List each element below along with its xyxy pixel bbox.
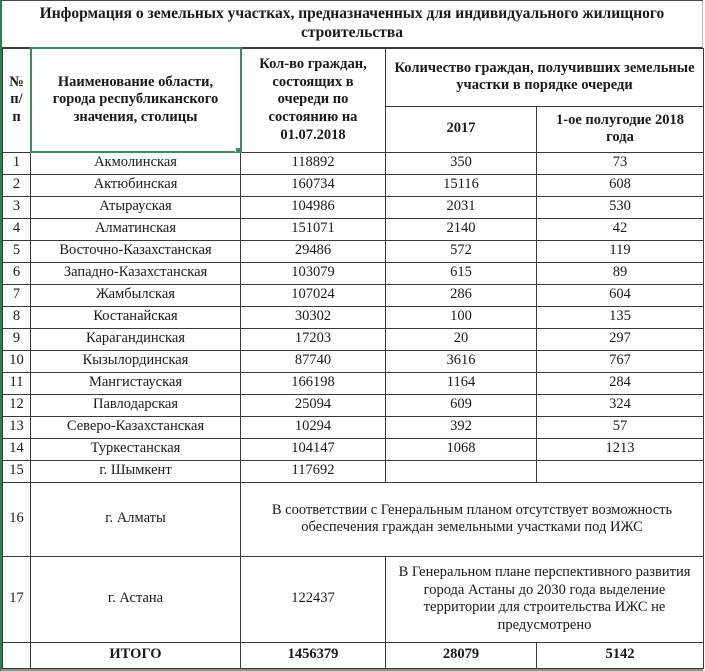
table-row: [3, 218, 704, 240]
table-row: [3, 174, 704, 196]
queue-count[interactable]: 29486: [241, 240, 386, 262]
region-name[interactable]: Атырауская: [31, 196, 241, 218]
received-2018h1[interactable]: 119: [537, 240, 704, 262]
region-name[interactable]: Алматинская: [31, 218, 241, 240]
received-2018h1[interactable]: 608: [537, 174, 704, 196]
queue-count[interactable]: 104147: [241, 438, 386, 460]
col-header-queue[interactable]: Кол-во граждан, состоящих в очереди по состоянию на 01.07.2018: [241, 48, 386, 152]
table-row-almaty: [3, 482, 704, 556]
queue-count[interactable]: 107024: [241, 284, 386, 306]
astana-note[interactable]: В Генеральном плане перспективного развития города Астаны до 2030 года выделение территории для строительства ИЖС не предусмотрено: [386, 556, 704, 642]
total-2018h1[interactable]: 5142: [537, 642, 704, 668]
row-number[interactable]: 13: [3, 416, 31, 438]
row-number[interactable]: 4: [3, 218, 31, 240]
received-2017[interactable]: 1068: [386, 438, 537, 460]
received-2018h1[interactable]: 135: [537, 306, 704, 328]
received-2018h1[interactable]: 1213: [537, 438, 704, 460]
table-row: [3, 262, 704, 284]
row-number[interactable]: 16: [3, 482, 31, 556]
total-label[interactable]: ИТОГО: [31, 642, 241, 668]
region-name[interactable]: Костанайская: [31, 306, 241, 328]
received-2018h1[interactable]: 89: [537, 262, 704, 284]
queue-count[interactable]: 160734: [241, 174, 386, 196]
received-2017[interactable]: 609: [386, 394, 537, 416]
received-2017[interactable]: 615: [386, 262, 537, 284]
row-number[interactable]: 7: [3, 284, 31, 306]
received-2017[interactable]: 2140: [386, 218, 537, 240]
table-row: [3, 284, 704, 306]
queue-count[interactable]: 151071: [241, 218, 386, 240]
queue-count[interactable]: 118892: [241, 152, 386, 174]
col-header-received-group[interactable]: Количество граждан, получивших земельные участки в порядке очереди: [386, 48, 704, 106]
col-header-num[interactable]: № п/п: [3, 48, 31, 152]
row-number[interactable]: 14: [3, 438, 31, 460]
row-number[interactable]: 11: [3, 372, 31, 394]
received-2018h1[interactable]: 604: [537, 284, 704, 306]
region-name[interactable]: Северо-Казахстанская: [31, 416, 241, 438]
received-2017[interactable]: 20: [386, 328, 537, 350]
row-number[interactable]: 17: [3, 556, 31, 642]
table-row: [3, 306, 704, 328]
total-2017[interactable]: 28079: [386, 642, 537, 668]
received-2017[interactable]: 392: [386, 416, 537, 438]
queue-count[interactable]: 10294: [241, 416, 386, 438]
queue-count[interactable]: 166198: [241, 372, 386, 394]
col-header-region selected-cell[interactable]: [31, 48, 241, 152]
selection-fill-handle-icon[interactable]: [235, 147, 241, 153]
row-number[interactable]: 3: [3, 196, 31, 218]
region-name[interactable]: Кызылординская: [31, 350, 241, 372]
row-number[interactable]: 2: [3, 174, 31, 196]
received-2017[interactable]: 1164: [386, 372, 537, 394]
table-row: [3, 372, 704, 394]
almaty-note[interactable]: В соответствии с Генеральным планом отсутствует возможность обеспечения граждан земельными участками под ИЖС: [241, 482, 704, 556]
region-name[interactable]: г. Шымкент: [31, 460, 241, 482]
received-2018h1[interactable]: 42: [537, 218, 704, 240]
received-2018h1[interactable]: 297: [537, 328, 704, 350]
region-name[interactable]: Восточно-Казахстанская: [31, 240, 241, 262]
row-number[interactable]: 8: [3, 306, 31, 328]
row-number[interactable]: 5: [3, 240, 31, 262]
table-row: [3, 438, 704, 460]
region-name[interactable]: Карагандинская: [31, 328, 241, 350]
queue-count[interactable]: 25094: [241, 394, 386, 416]
received-2018h1[interactable]: 284: [537, 372, 704, 394]
received-2017[interactable]: 286: [386, 284, 537, 306]
region-name[interactable]: Мангистауская: [31, 372, 241, 394]
col-header-2017[interactable]: 2017: [386, 106, 537, 152]
queue-count[interactable]: 87740: [241, 350, 386, 372]
region-name[interactable]: г. Астана: [31, 556, 241, 642]
received-2017[interactable]: 572: [386, 240, 537, 262]
row-number[interactable]: 9: [3, 328, 31, 350]
row-number[interactable]: 6: [3, 262, 31, 284]
row-number[interactable]: 1: [3, 152, 31, 174]
queue-count[interactable]: 30302: [241, 306, 386, 328]
table-row: [3, 328, 704, 350]
received-2017[interactable]: 3616: [386, 350, 537, 372]
received-2017[interactable]: 2031: [386, 196, 537, 218]
received-2018h1[interactable]: 324: [537, 394, 704, 416]
total-row: [3, 642, 704, 668]
table-row: [3, 460, 704, 482]
table-row-astana: [3, 556, 704, 642]
received-2017[interactable]: 350: [386, 152, 537, 174]
page-title: Информация о земельных участках, предназначенных для индивидуального жилищного строительства: [2, 1, 703, 48]
received-2017[interactable]: 100: [386, 306, 537, 328]
received-2018h1[interactable]: 57: [537, 416, 704, 438]
table-row: [3, 152, 704, 174]
row-number[interactable]: 10: [3, 350, 31, 372]
received-2017[interactable]: 15116: [386, 174, 537, 196]
table-row: [3, 394, 704, 416]
received-2018h1[interactable]: 73: [537, 152, 704, 174]
queue-count[interactable]: 17203: [241, 328, 386, 350]
region-name[interactable]: Актюбинская: [31, 174, 241, 196]
table-row: [3, 240, 704, 262]
total-queue[interactable]: 1456379: [241, 642, 386, 668]
region-name[interactable]: Акмолинская: [31, 152, 241, 174]
col-header-region-label: Наименование области, города республиканского значения, столицы: [52, 73, 219, 126]
region-name[interactable]: г. Алматы: [31, 482, 241, 556]
received-2017[interactable]: [386, 460, 537, 482]
total-empty-cell[interactable]: [3, 642, 31, 668]
row-number[interactable]: 12: [3, 394, 31, 416]
queue-count[interactable]: 103079: [241, 262, 386, 284]
region-name[interactable]: Туркестанская: [31, 438, 241, 460]
col-header-2018h1[interactable]: 1-ое полугодие 2018 года: [537, 106, 704, 152]
table-row: [3, 416, 704, 438]
queue-count[interactable]: 104986: [241, 196, 386, 218]
table-row: [3, 196, 704, 218]
header-row-1: [3, 48, 704, 106]
row-number[interactable]: 15: [3, 460, 31, 482]
region-name[interactable]: Жамбылская: [31, 284, 241, 306]
queue-count[interactable]: 122437: [241, 556, 386, 642]
region-name[interactable]: Павлодарская: [31, 394, 241, 416]
table-row: [3, 350, 704, 372]
received-2018h1[interactable]: 530: [537, 196, 704, 218]
received-2018h1[interactable]: 767: [537, 350, 704, 372]
land-plots-table: [2, 48, 704, 669]
received-2018h1[interactable]: [537, 460, 704, 482]
region-name[interactable]: Западно-Казахстанская: [31, 262, 241, 284]
queue-count[interactable]: 117692: [241, 460, 386, 482]
